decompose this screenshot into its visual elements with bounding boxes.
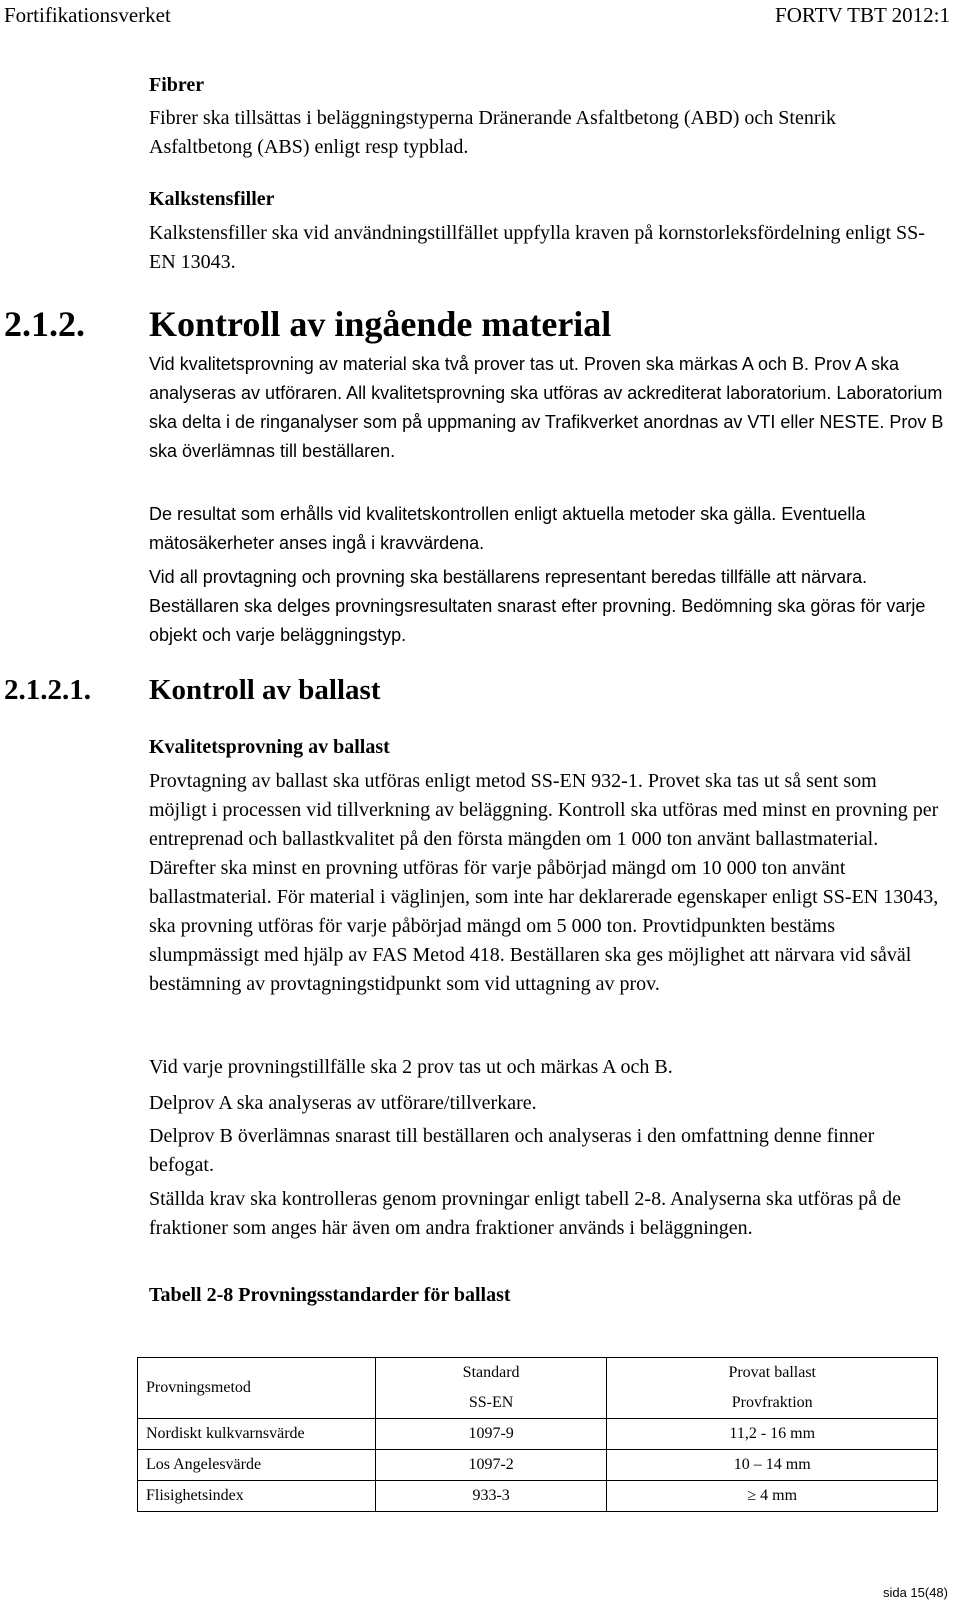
subsection-number: 2.1.2.1.	[4, 674, 91, 706]
cell-standard: 933-3	[375, 1481, 607, 1512]
cell-fraction: 10 – 14 mm	[607, 1450, 938, 1481]
kalksten-text: Kalkstensfiller ska vid användningstillfället uppfylla kraven på kornstorleksfördelning enligt SS-EN 13043.	[149, 222, 925, 273]
cell-standard: 1097-9	[375, 1419, 607, 1450]
body-paragraph: Delprov A ska analyseras av utförare/tillverkare.	[149, 1092, 537, 1114]
table-row	[138, 1419, 938, 1450]
fibrer-text: Fibrer ska tillsättas i beläggningstyperna Dränerande Asfaltbetong (ABD) och Stenrik Asfaltbetong (ABS) enligt resp typblad.	[149, 107, 837, 158]
col-header-fraction: Provfraktion	[607, 1388, 938, 1419]
cell-method: Flisighetsindex	[138, 1481, 376, 1512]
cell-method: Los Angelesvärde	[138, 1450, 376, 1481]
cell-standard: 1097-2	[375, 1450, 607, 1481]
header-left: Fortifikationsverket	[4, 3, 171, 27]
cell-fraction: ≥ 4 mm	[607, 1481, 938, 1512]
subsection-title: Kontroll av ballast	[149, 674, 381, 706]
section-number: 2.1.2.	[4, 304, 85, 344]
body-paragraph: Provtagning av ballast ska utföras enligt metod SS-EN 932-1. Provet ska tas ut så sent som möjligt i processen vid tillverkning av beläggning. Kontroll ska utföras med minst en provning per entreprenad och ballastkvalitet på den första mängden om 1 000 ton använt ballastmaterial. Därefter ska minst en provning utföras för varje påbörjad mängd om 10 000 ton använt ballastmaterial. För material i väglinjen, som inte har deklarerade egenskaper enligt SS-EN 13043, ska provning utföras för varje påbörjad mängd om 5 000 ton. Provtidpunkten bestäms slumpmässigt med hjälp av FAS Metod 418. Beställaren ska ges möjlighet att närvara vid såväl bestämning av provtagningstidpunkt som vid uttagning av prov.	[149, 770, 939, 995]
subheading: Kvalitetsprovning av ballast	[149, 736, 390, 758]
table-header-row	[138, 1358, 938, 1389]
table-row	[138, 1450, 938, 1481]
table-caption: Tabell 2-8 Provningsstandarder för ballast	[149, 1284, 511, 1306]
body-paragraph: Vid varje provningstillfälle ska 2 prov tas ut och märkas A och B.	[149, 1056, 673, 1078]
page-number: sida 15(48)	[882, 1585, 948, 1600]
header-right: FORTV TBT 2012:1	[775, 3, 950, 27]
table-row	[138, 1481, 938, 1512]
cell-fraction: 11,2 - 16 mm	[607, 1419, 938, 1450]
section-title: Kontroll av ingående material	[149, 304, 612, 344]
body-paragraph: Ställda krav ska kontrolleras genom provningar enligt tabell 2-8. Analyserna ska utföras på de fraktioner som anges här även om andra fraktioner används i beläggningen.	[149, 1188, 902, 1239]
body-paragraph: Delprov B överlämnas snarast till beställaren och analyseras i den omfattning denne finner befogat.	[149, 1125, 875, 1176]
col-header-method: Provningsmetod	[138, 1358, 376, 1419]
col-header-ballast: Provat ballast	[607, 1358, 938, 1389]
col-header-standard-sub: SS-EN	[375, 1388, 607, 1419]
cell-method: Nordiskt kulkvarnsvärde	[138, 1419, 376, 1450]
section-paragraph: Vid all provtagning och provning ska beställarens representant beredas tillfälle att närvara. Beställaren ska delges provningsresultaten snarast efter provning. Bedömning ska göras för varje objekt och varje beläggningstyp.	[149, 567, 926, 645]
kalksten-heading: Kalkstensfiller	[149, 188, 275, 210]
section-paragraph: Vid kvalitetsprovning av material ska två prover tas ut. Proven ska märkas A och B. Prov A ska analyseras av utföraren. All kvalitetsprovning ska utföras av ackrediterat laboratorium. Laboratorium ska delta i de ringanalyser som på uppmaning av Trafikverket anordnas av VTI eller NESTE. Prov B ska överlämnas till beställaren.	[149, 354, 944, 461]
col-header-standard: Standard	[375, 1358, 607, 1389]
section-paragraph: De resultat som erhålls vid kvalitetskontrollen enligt aktuella metoder ska gälla. Eventuella mätosäkerheter anses ingå i kravvärdena.	[149, 504, 866, 553]
fibrer-heading: Fibrer	[149, 74, 205, 96]
standards-table	[137, 1357, 938, 1512]
